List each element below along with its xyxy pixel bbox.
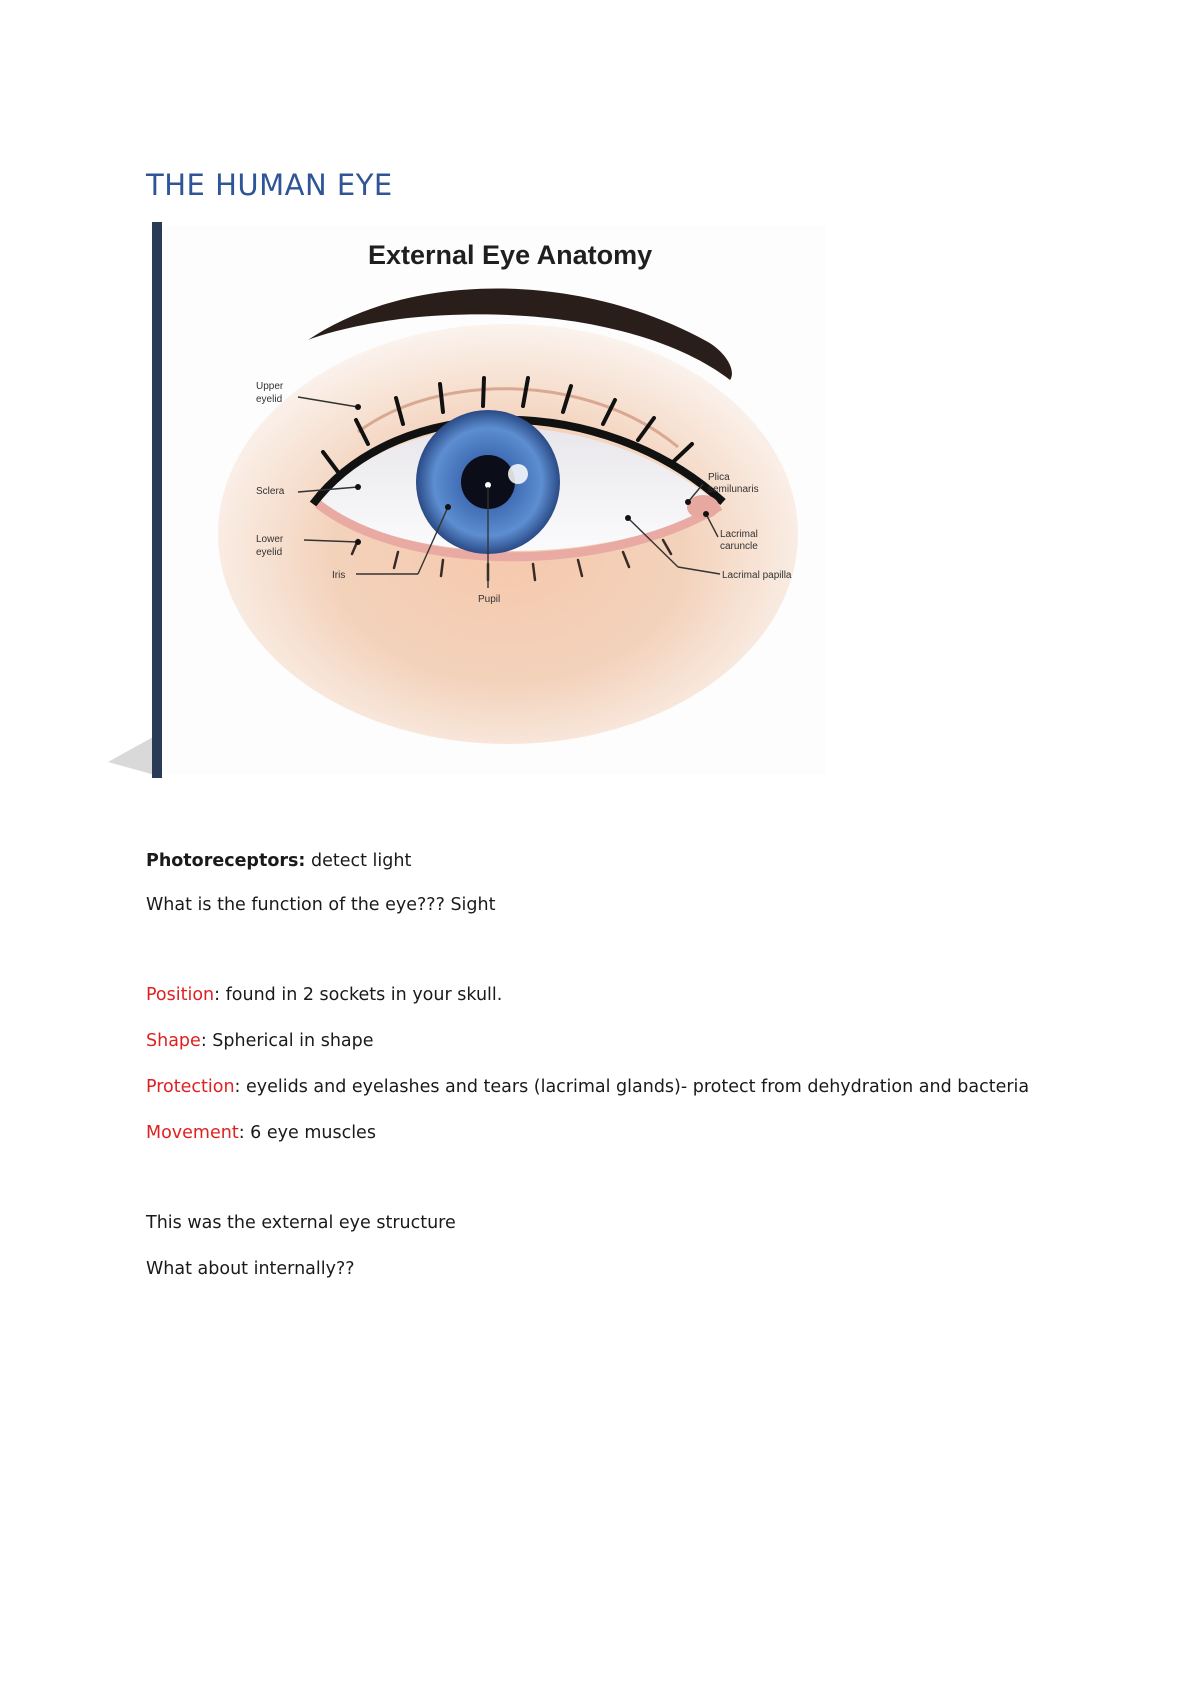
photoreceptors-line [146, 850, 411, 872]
movement-colon: : [238, 1123, 245, 1143]
shape-colon: : [200, 1031, 207, 1051]
label-lower-eyelid-1: Lower [256, 534, 284, 545]
shape-line [146, 1030, 374, 1052]
protection-colon: : [234, 1077, 241, 1097]
protection-label: Protection [146, 1077, 235, 1097]
shape-label: Shape [146, 1031, 201, 1051]
label-iris: Iris [332, 570, 346, 581]
label-lower-eyelid-2: eyelid [256, 547, 283, 558]
label-plica-1: Plica [708, 472, 730, 483]
function-line: What is the function of the eye??? Sight [146, 895, 496, 915]
protection-text: eyelids and eyelashes and tears (lacrimal glands)- protect from dehydration and bacteria [240, 1077, 1030, 1097]
label-upper-eyelid-1: Upper [256, 381, 284, 392]
position-text: found in 2 sockets in your skull. [220, 985, 503, 1005]
position-label: Position [146, 985, 215, 1005]
photoreceptors-text: detect light [305, 851, 412, 871]
figure-heading: External Eye Anatomy [368, 240, 653, 270]
movement-label: Movement [146, 1123, 239, 1143]
eye-anatomy-illustration [108, 222, 828, 782]
movement-text: 6 eye muscles [244, 1123, 376, 1143]
label-plica-2: semilunaris [708, 484, 759, 495]
label-sclera: Sclera [256, 486, 285, 497]
internal-question-line: What about internally?? [146, 1259, 355, 1279]
position-colon: : [214, 985, 221, 1005]
lacrimal-caruncle-graphic [687, 495, 719, 519]
position-line [146, 984, 502, 1006]
external-structure-line: This was the external eye structure [146, 1213, 456, 1233]
shape-text: Spherical in shape [206, 1031, 374, 1051]
photoreceptors-label: Photoreceptors: [146, 851, 306, 871]
page-title: THE HUMAN EYE [146, 168, 393, 202]
movement-line [146, 1122, 376, 1144]
label-caruncle-1: Lacrimal [720, 529, 758, 540]
label-lacrimal-papilla: Lacrimal papilla [722, 570, 792, 581]
eye-anatomy-figure [108, 222, 828, 782]
label-upper-eyelid-2: eyelid [256, 394, 283, 405]
canvas-edge [152, 222, 162, 778]
protection-line [146, 1076, 1029, 1098]
label-pupil: Pupil [478, 594, 501, 605]
label-caruncle-2: caruncle [720, 541, 758, 552]
eye-highlight [508, 464, 528, 484]
